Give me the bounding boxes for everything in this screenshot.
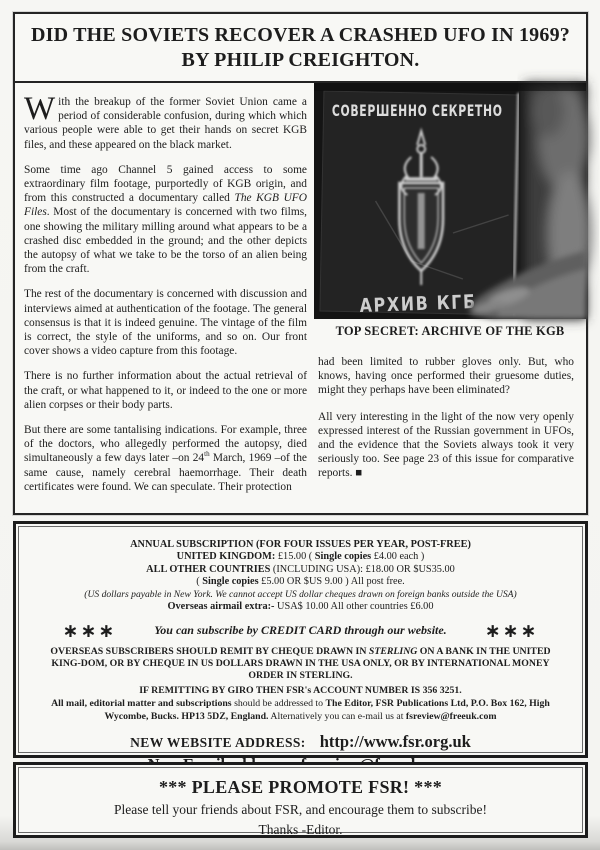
paragraph-1-text: ith the breakup of the former Soviet Union came a period of considerable confusion, during which which various people were able to get their hands on secret KGB files, and these appeared on the black market.	[24, 96, 307, 151]
stars-left: ∗∗∗	[62, 619, 117, 642]
article-column-left	[15, 83, 314, 514]
paragraph-2: Some time ago Channel 5 gained access to some extraordinary film footage, purportedly of KGB origin, and from this constructed a documentary called The KGB UFO Files. Most of the documentary is concerned with two films, one showing the military milling around what appears to be a crashed disc embedded in the ground; and the other depicts the autopsy of what we take to be the torso of an alien being from the craft.	[24, 163, 307, 276]
article-title	[15, 14, 586, 83]
giro-account-note: IF REMITTING BY GIRO THEN FSR's ACCOUNT NUMBER IS 356 3251.	[139, 685, 462, 697]
promote-line1: Please tell your friends about FSR, and encourage them to subscribe!	[113, 802, 488, 817]
paragraph-5: But there are some tantalising indications. For example, three of the doctors, who allegedly performed the autopsy, died simultaneously a few days later –on 24th March, 1969 –of the same cause, namely cerebral haemorrhage. Their death certificates were found. We can speculate. Their protection	[24, 424, 307, 493]
article-column-right-text	[314, 339, 586, 493]
kgb-photo-illustration	[314, 83, 586, 319]
subscription-other-countries-rate: ALL OTHER COUNTRIES (INCLUDING USA): £18.00 OR $US35.00	[146, 563, 455, 575]
subscription-dollars-note: (US dollars payable in New York. We cannot accept US dollar cheques drawn on foreign banks outside the USA)	[84, 588, 517, 600]
paragraph-6: had been limited to rubber gloves only. But, who knows, having once performed their gruesome duties, might they perhaps have been eliminated?	[318, 356, 574, 397]
dropcap-letter: W	[24, 91, 56, 127]
paragraph-4: There is no further information about the actual retrieval of the craft, or what happened to it, or indeed to the one or more alien corpses or their body parts.	[24, 370, 307, 411]
promote-box	[13, 762, 588, 838]
promote-title: *** PLEASE PROMOTE FSR! ***	[158, 777, 443, 797]
promote-line2: Thanks -Editor.	[258, 822, 343, 837]
subscription-box	[13, 521, 588, 758]
stars-right: ∗∗∗	[484, 619, 539, 642]
editorial-address-note: All mail, editorial matter and subscriptions should be addressed to The Editor, FSR Publications Ltd, P.O. Box 162, High Wycombe, Bucks. HP13 5DZ, England. Alternatively you can e-mail us at fsreview@freeuk.com	[51, 698, 550, 722]
article-box	[13, 12, 588, 515]
website-label: NEW WEBSITE ADDRESS:	[130, 735, 306, 751]
paragraph-1	[24, 91, 307, 152]
photo-caption: TOP SECRET: ARCHIVE OF THE KGB	[335, 324, 565, 338]
subscription-heading: ANNUAL SUBSCRIPTION (FOR FOUR ISSUES PER YEAR, POST-FREE)	[130, 539, 471, 550]
paragraph-7: All very interesting in the light of the now very openly expressed interest of the Russian government in UFOs, and the evidence that the Soviets always took it very seriously too. See page 23 of this issue for comparative reports. ■	[318, 410, 574, 480]
subscription-box-inner	[18, 526, 583, 753]
overseas-remittance-note: OVERSEAS SUBSCRIBERS SHOULD REMIT BY CHEQUE DRAWN IN STERLING ON A BANK IN THE UNITED KING-DOM, OR BY CHEQUE IN US DOLLARS DRAWN IN THE USA ONLY, OR BY INTERNATIONAL MONEY ORDER IN STERLING.	[50, 646, 551, 682]
article-title-line1: DID THE SOVIETS RECOVER A CRASHED UFO IN 1969?	[31, 24, 570, 46]
article-body	[15, 83, 586, 514]
credit-card-row	[19, 619, 582, 642]
subscription-uk-rate: UNITED KINGDOM: £15.00 ( Single copies £4.00 each )	[176, 551, 425, 563]
promote-box-inner	[18, 767, 583, 837]
website-row	[19, 732, 582, 752]
subscription-airmail-extra: Overseas airmail extra:- USA$ 10.00 All other countries £6.00	[167, 600, 434, 612]
kgb-archive-photo	[314, 83, 586, 319]
website-url: http://www.fsr.org.uk	[319, 732, 471, 752]
paragraph-3: The rest of the documentary is concerned with discussion and interviews aimed at authentication of the footage. The general consensus is that it is indeed genuine. The vintage of the film is correct, the style of the uniforms, and so on. Our front cover shows a video capture from this footage.	[24, 288, 307, 358]
stamp-archive-kgb: АРХИВ КГБ	[359, 290, 500, 318]
article-column-right	[314, 83, 586, 514]
article-title-line2: BY PHILIP CREIGHTON.	[181, 49, 420, 71]
subscription-single-copies: ( Single copies £5.00 OR $US 9.00 ) All post free.	[196, 576, 405, 588]
credit-card-note: You can subscribe by CREDIT CARD through our website.	[154, 623, 447, 638]
stamp-top-secret-russian: СОВЕРШЕННО СЕКРЕТНО	[331, 100, 503, 121]
